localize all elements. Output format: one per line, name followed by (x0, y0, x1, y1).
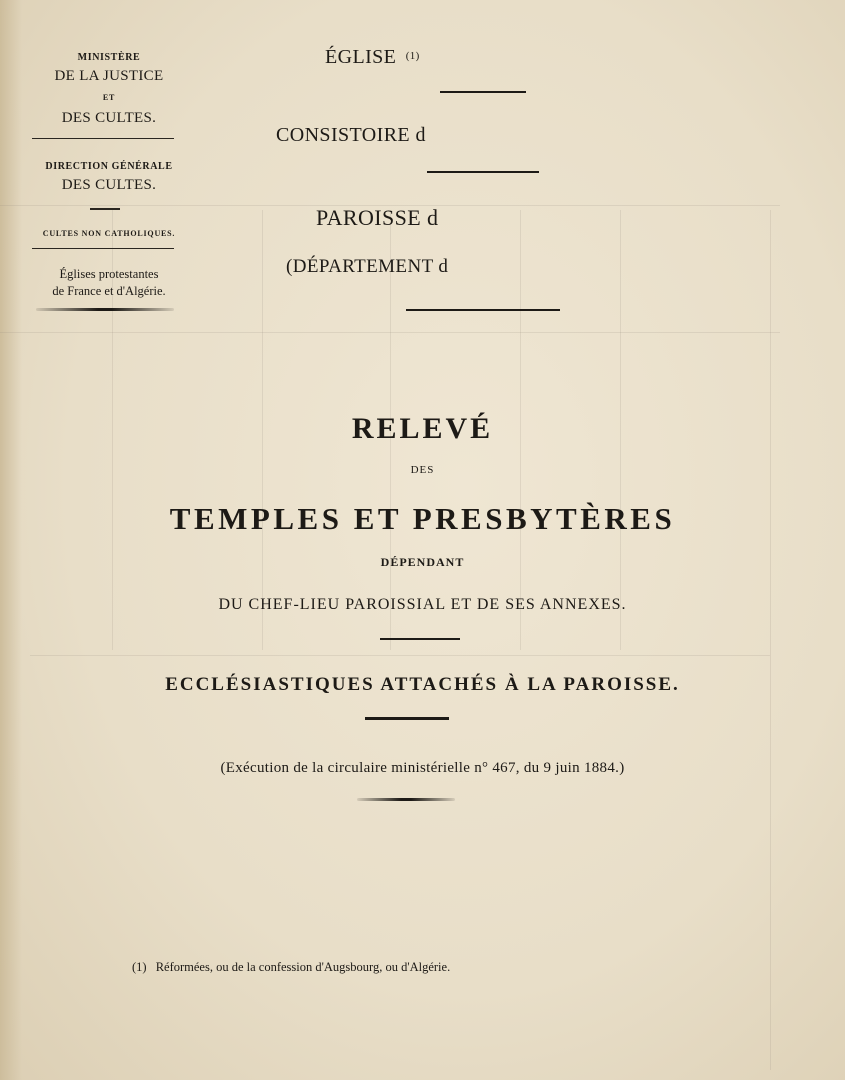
eglises-line-2: de France et d'Algérie. (52, 284, 166, 298)
eglise-note: (1) (405, 50, 420, 62)
paper-edge (0, 0, 22, 1080)
dependant-label: DÉPENDANT (380, 555, 465, 569)
divider (380, 638, 460, 640)
footnote (132, 960, 450, 975)
des-cultes-label: DES CULTES. (61, 177, 157, 193)
non-catholiques-label: CULTES NON CATHOLIQUES. (42, 229, 176, 238)
execution-note: (Exécution de la circulaire ministérielle n° 467, du 9 juin 1884.) (220, 760, 625, 776)
divider (365, 717, 449, 720)
eglise-label (325, 46, 420, 69)
releve-title: RELEVÉ (351, 412, 494, 445)
des-label: DES (410, 464, 435, 476)
ministere-label: MINISTÈRE (77, 52, 141, 63)
footnote-text: Réformées, ou de la confession d'Augsbourg, ou d'Algérie. (155, 960, 451, 974)
chef-lieu-line: DU CHEF-LIEU PAROISSIAL ET DE SES ANNEXES. (218, 596, 627, 613)
eglise-text: ÉGLISE (325, 46, 397, 68)
consistoire-fill-line (427, 171, 539, 173)
et-label: ET (102, 93, 116, 102)
departement-label: (DÉPARTEMENT d (286, 256, 449, 277)
divider (90, 208, 120, 210)
cultes-label: DES CULTES. (61, 110, 157, 126)
ornamental-rule (357, 798, 455, 801)
eglise-fill-line (440, 91, 526, 93)
ghost-line (770, 210, 771, 1070)
ghost-line (30, 655, 770, 656)
direction-label: DIRECTION GÉNÉRALE (45, 161, 173, 172)
ecclesiastiques-heading: ECCLÉSIASTIQUES ATTACHÉS À LA PAROISSE. (165, 674, 680, 695)
ornamental-rule (36, 308, 174, 311)
eglises-line-1: Églises protestantes (59, 267, 159, 281)
footnote-marker: (1) (132, 960, 147, 974)
main-title: TEMPLES ET PRESBYTÈRES (169, 501, 676, 536)
consistoire-label: CONSISTOIRE d (276, 124, 426, 146)
paroisse-label: PAROISSE d (316, 205, 439, 230)
divider (32, 138, 174, 139)
departement-fill-line (406, 309, 560, 311)
divider (32, 248, 174, 249)
justice-label: DE LA JUSTICE (54, 68, 164, 84)
